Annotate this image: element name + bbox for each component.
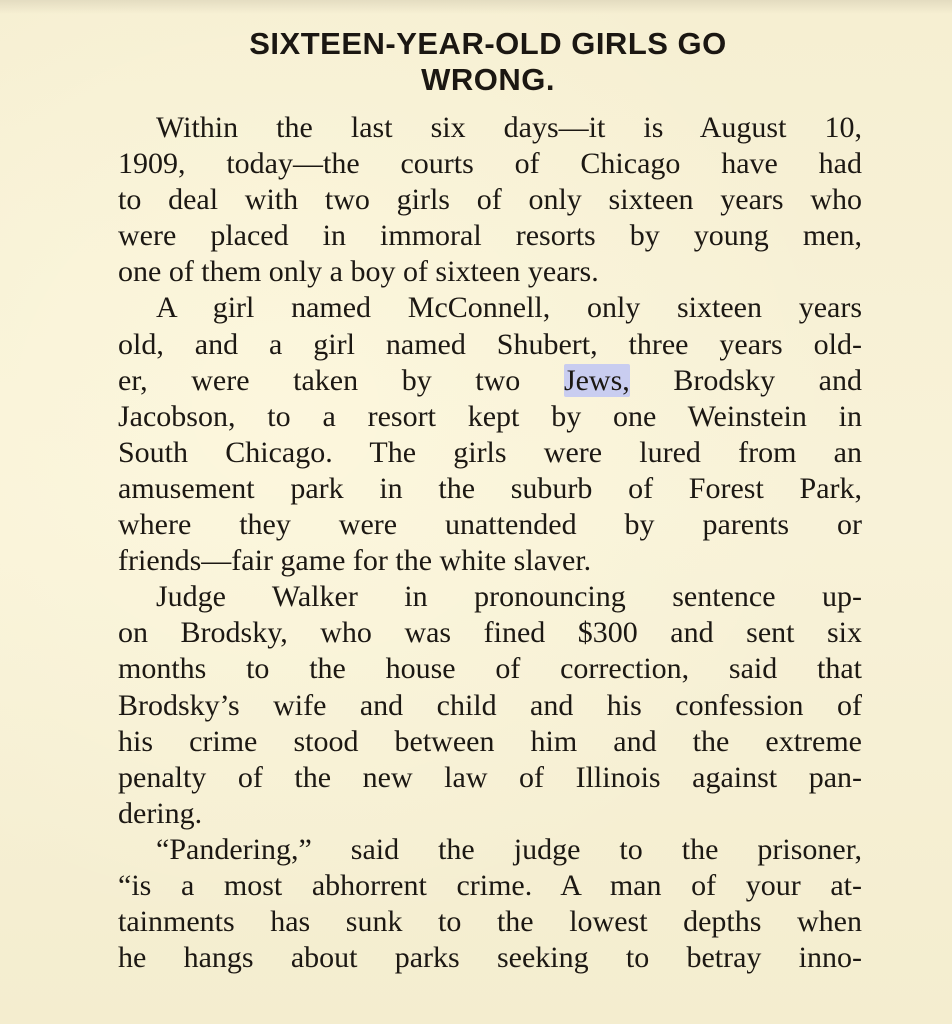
text-line: “Pandering,” said the judge to the prisoner,: [156, 832, 862, 866]
page-top-shadow: [0, 0, 952, 14]
text-line: South Chicago. The girls were lured from an: [118, 435, 862, 469]
text-segment: Brodsky and: [629, 363, 862, 397]
text-line: Within the last six days—it is August 10,: [156, 111, 862, 144]
text-line: 1909, today—the courts of Chicago have had: [118, 147, 862, 181]
text-line: were placed in immoral resorts by young men,: [118, 219, 862, 253]
text-line: Brodsky’s wife and child and his confession of: [118, 688, 862, 722]
text-line: he hangs about parks seeking to betray inno-: [118, 941, 862, 975]
text-line: A girl named McConnell, only sixteen years: [156, 291, 862, 325]
title-line-1: SIXTEEN-YEAR-OLD GIRLS GO: [249, 26, 727, 61]
text-line: penalty of the new law of Illinois against pan-: [118, 760, 862, 794]
text-line-with-highlight: [118, 363, 862, 399]
text-line: on Brodsky, who was fined $300 and sent six: [118, 616, 862, 650]
text-line: “is a most abhorrent crime. A man of your at-: [118, 868, 862, 902]
text-line: old, and a girl named Shubert, three years old-: [118, 327, 862, 361]
text-line: friends—fair game for the white slaver.: [118, 544, 592, 578]
text-line: Jacobson, to a resort kept by one Weinstein in: [118, 399, 862, 433]
highlighted-word[interactable]: Jews,: [563, 363, 630, 397]
text-line: his crime stood between him and the extreme: [118, 724, 862, 758]
article-title: [118, 26, 858, 98]
text-line: months to the house of correction, said that: [118, 652, 862, 686]
article-body: [118, 110, 862, 976]
title-line-2: WRONG.: [421, 62, 555, 97]
text-line: Judge Walker in pronouncing sentence up-: [156, 580, 862, 614]
text-line: dering.: [118, 796, 203, 830]
text-line: to deal with two girls of only sixteen years who: [118, 183, 862, 217]
text-line: amusement park in the suburb of Forest Park,: [118, 471, 862, 505]
text-segment: er, were taken by two: [118, 363, 564, 397]
text-line: one of them only a boy of sixteen years.: [118, 255, 599, 289]
text-line: tainments has sunk to the lowest depths when: [118, 905, 862, 939]
text-line: where they were unattended by parents or: [118, 508, 862, 542]
